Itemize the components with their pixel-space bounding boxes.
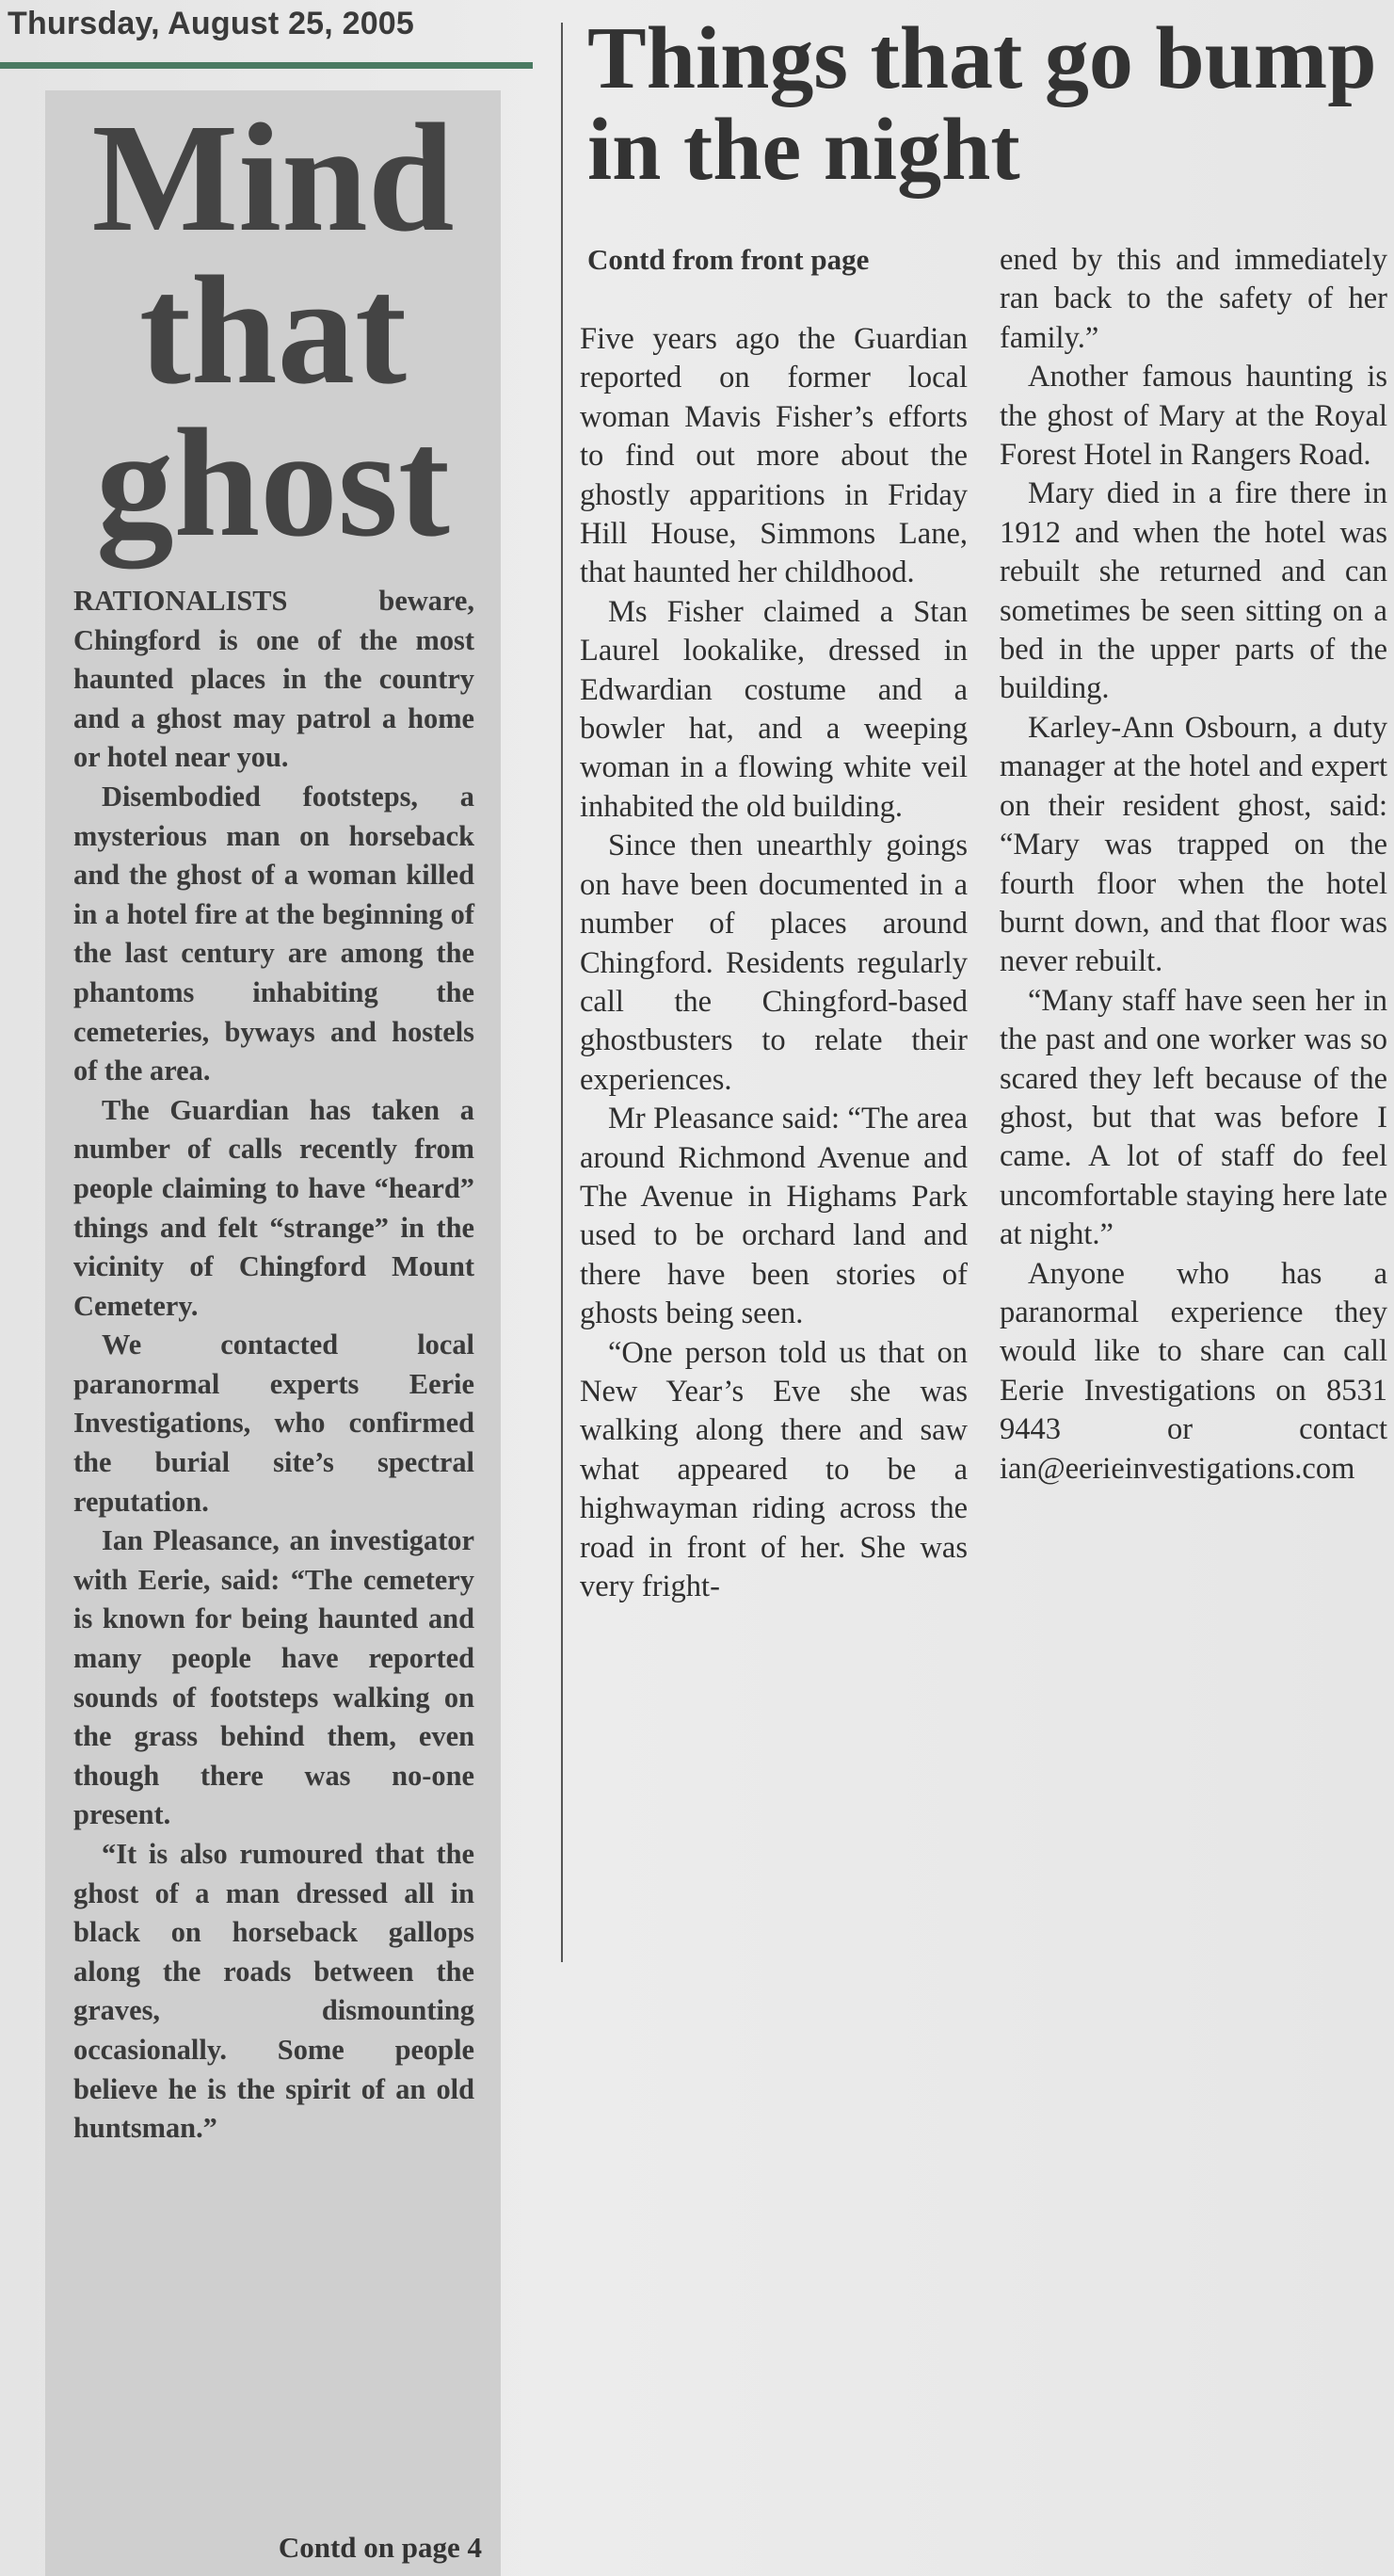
article-paragraph: Mary died in a fire there in 1912 and when the hotel was rebuilt she returned and can sometimes be seen sitting on a bed in the upper parts of the building. [1000, 476, 1387, 706]
continued-on-label: Contd on page 4 [278, 2531, 482, 2564]
article-paragraph: Another famous haunting is the ghost of Mary at the Royal Forest Hotel in Rangers Road. [1000, 360, 1387, 473]
article-column-2 [1000, 241, 1387, 1489]
article-paragraph: Since then unearthly goings on have been documented in a number of places around Chingford. Residents regularly call the Chingford-based ghostbusters to relate their experiences. [580, 829, 968, 1097]
article-paragraph: “One person told us that on New Year’s Eve she was walking along there and saw what appeared to be a highwayman riding across the road in front of her. She was very fright- [580, 1335, 968, 1603]
article-column-1 [580, 320, 968, 1606]
sidebar-paragraph: Disembodied footsteps, a mysterious man on horseback and the ghost of a woman killed in a hotel fire at the beginning of the last century are among the phantoms inhabiting the cemeteries, byways and hostels of the area. [73, 780, 474, 1087]
sidebar-paragraph: Ian Pleasance, an investigator with Eerie, said: “The cemetery is known for being haunted and many people have reported sounds of footsteps walking on the grass behind them, even though there was no-one present. [73, 1524, 474, 1831]
sidebar-body [73, 582, 474, 2149]
sidebar-paragraph: “It is also rumoured that the ghost of a man dressed all in black on horseback gallops along the roads between the graves, dismounting occasionally. Some people believe he is the spirit of an old huntsman.” [73, 1838, 474, 2145]
article-paragraph: Ms Fisher claimed a Stan Laurel lookalike, dressed in Edwardian costume and a bowler hat, and a weeping woman in a flowing white veil inhabited the old building. [580, 594, 968, 824]
article-paragraph: Karley-Ann Osbourn, a duty manager at the hotel and expert on their resident ghost, said: “Mary was trapped on the fourth floor when the hotel burnt down, and that floor was never rebuilt. [1000, 710, 1387, 979]
sidebar-paragraph: RATIONALISTS beware, Chingford is one of the most haunted places in the country and a ghost may patrol a home or hotel near you. [73, 585, 474, 774]
dateline-rule [0, 62, 533, 69]
sidebar-title: Mind that ghost [91, 91, 455, 569]
sidebar-paragraph: We contacted local paranormal experts Eerie Investigations, who confirmed the burial site’s spectral reputation. [73, 1328, 474, 1518]
article-paragraph: ened by this and immediately ran back to the safety of her family.” [1000, 243, 1387, 355]
continued-from-label: Contd from front page [587, 243, 870, 276]
dateline: Thursday, August 25, 2005 [8, 6, 415, 41]
article-paragraph: Five years ago the Guardian reported on former local woman Mavis Fisher’s efforts to find out more about the ghostly apparitions in Friday Hill House, Simmons Lane, that haunted her childhood. [580, 322, 968, 590]
article-paragraph: Mr Pleasance said: “The area around Richmond Avenue and The Avenue in Highams Park used to be orchard land and there have been stories of ghosts being seen. [580, 1102, 968, 1331]
article-headline: Things that go bump in the night [587, 9, 1377, 199]
column-divider [561, 23, 563, 1962]
article-paragraph: “Many staff have seen her in the past and one worker was so scared they left because of the ghost, but that was before I came. A lot of staff do feel uncomfortable staying here late at night.” [1000, 983, 1387, 1252]
sidebar-paragraph: The Guardian has taken a number of calls recently from people claiming to have “heard” things and felt “strange” in the vicinity of Chingford Mount Cemetery. [73, 1093, 474, 1322]
article-paragraph: Anyone who has a paranormal experience they would like to share can call Eerie Investigations on 8531 9443 or contact ian@eerieinvestigations.com [1000, 1256, 1387, 1486]
